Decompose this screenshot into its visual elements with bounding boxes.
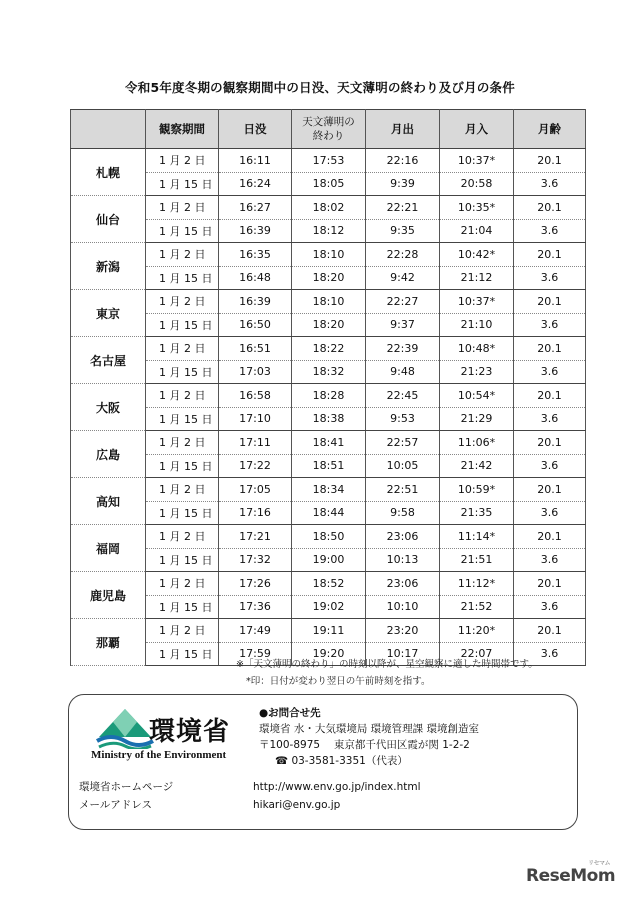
cell-moonrise: 23:06 <box>366 572 440 596</box>
header-city <box>71 110 146 149</box>
cell-sunset: 16:39 <box>219 290 292 314</box>
cell-moonset: 10:48* <box>440 337 514 361</box>
cell-period: 1 月 15 日 <box>146 454 219 478</box>
cell-moonrise: 9:53 <box>366 407 440 431</box>
cell-age: 20.1 <box>514 243 586 267</box>
cell-age: 20.1 <box>514 525 586 549</box>
cell-period: 1 月 15 日 <box>146 595 219 619</box>
cell-age: 3.6 <box>514 642 586 666</box>
cell-moonset: 11:12* <box>440 572 514 596</box>
cell-moonrise: 22:21 <box>366 196 440 220</box>
cell-moonrise: 10:05 <box>366 454 440 478</box>
city-name: 福岡 <box>71 525 146 572</box>
header-twilight-line1: 天文薄明の <box>302 116 355 128</box>
cell-moonset: 21:04 <box>440 219 514 243</box>
cell-moonrise: 23:06 <box>366 525 440 549</box>
cell-age: 3.6 <box>514 172 586 196</box>
cell-moonset: 21:51 <box>440 548 514 572</box>
city-name: 仙台 <box>71 196 146 243</box>
cell-moonrise: 10:13 <box>366 548 440 572</box>
city-name: 那覇 <box>71 619 146 666</box>
cell-age: 20.1 <box>514 572 586 596</box>
header-moonrise: 月出 <box>366 110 440 149</box>
table-row <box>71 219 586 243</box>
cell-period: 1 月 15 日 <box>146 501 219 525</box>
cell-period: 1 月 2 日 <box>146 478 219 502</box>
cell-sunset: 16:39 <box>219 219 292 243</box>
city-name: 鹿児島 <box>71 572 146 619</box>
cell-period: 1 月 15 日 <box>146 548 219 572</box>
city-name: 新潟 <box>71 243 146 290</box>
cell-moonrise: 22:45 <box>366 384 440 408</box>
cell-moonset: 10:35* <box>440 196 514 220</box>
cell-moonrise: 10:10 <box>366 595 440 619</box>
cell-moonset: 21:12 <box>440 266 514 290</box>
email-link[interactable]: hikari@env.go.jp <box>253 799 341 811</box>
resemom-watermark <box>526 860 616 886</box>
cell-moonrise: 9:37 <box>366 313 440 337</box>
note-asterisk: *印：日付が変わり翌日の午前時刻を指す。 <box>246 676 431 687</box>
cell-period: 1 月 15 日 <box>146 642 219 666</box>
brand-text: ReseMom <box>526 866 616 886</box>
cell-moonrise: 22:16 <box>366 149 440 173</box>
cell-period: 1 月 15 日 <box>146 266 219 290</box>
cell-moonrise: 22:28 <box>366 243 440 267</box>
city-name: 広島 <box>71 431 146 478</box>
table-row <box>71 243 586 267</box>
cell-moonrise: 22:51 <box>366 478 440 502</box>
cell-twilight: 19:02 <box>292 595 366 619</box>
cell-moonset: 10:59* <box>440 478 514 502</box>
cell-twilight: 18:22 <box>292 337 366 361</box>
brand-ruby: リセマム <box>588 860 610 867</box>
logo-kanji: 環境省 <box>149 717 231 747</box>
cell-moonrise: 22:27 <box>366 290 440 314</box>
cell-twilight: 18:50 <box>292 525 366 549</box>
cell-age: 3.6 <box>514 313 586 337</box>
page-title: 令和5年度冬期の観察期間中の日没、天文薄明の終わり及び月の条件 <box>125 80 515 95</box>
cell-twilight: 18:20 <box>292 266 366 290</box>
table-row <box>71 290 586 314</box>
homepage-link[interactable]: http://www.env.go.jp/index.html <box>253 781 421 793</box>
contact-phone: 03-3581-3351（代表） <box>291 755 408 767</box>
cell-moonrise: 9:42 <box>366 266 440 290</box>
cell-twilight: 18:20 <box>292 313 366 337</box>
cell-moonset: 21:35 <box>440 501 514 525</box>
cell-twilight: 18:52 <box>292 572 366 596</box>
cell-twilight: 18:10 <box>292 243 366 267</box>
cell-period: 1 月 2 日 <box>146 290 219 314</box>
cell-moonset: 10:37* <box>440 290 514 314</box>
phone-icon: ☎ <box>275 755 289 767</box>
header-twilight <box>292 110 366 149</box>
contact-heading: ●お問合せ先 <box>259 707 321 719</box>
table-row <box>71 525 586 549</box>
table-row <box>71 266 586 290</box>
cell-twilight: 18:41 <box>292 431 366 455</box>
contact-info <box>259 705 479 769</box>
cell-period: 1 月 15 日 <box>146 172 219 196</box>
cell-sunset: 17:36 <box>219 595 292 619</box>
logo-english: Ministry of the Environment <box>91 749 227 761</box>
cell-moonrise: 22:39 <box>366 337 440 361</box>
cell-sunset: 16:24 <box>219 172 292 196</box>
city-name: 高知 <box>71 478 146 525</box>
cell-moonrise: 10:17 <box>366 642 440 666</box>
cell-age: 20.1 <box>514 196 586 220</box>
cell-age: 20.1 <box>514 384 586 408</box>
note-twilight: ※「天文薄明の終わり」の時刻以降が、星空観察に適した時間帯です。 <box>236 659 538 670</box>
contact-department: 環境省 水・大気環境局 環境管理課 環境創造室 <box>259 723 480 735</box>
email-row <box>79 797 340 812</box>
cell-twilight: 18:05 <box>292 172 366 196</box>
table-row <box>71 454 586 478</box>
env-ministry-logo <box>91 705 251 765</box>
table-row <box>71 501 586 525</box>
cell-period: 1 月 2 日 <box>146 243 219 267</box>
cell-age: 3.6 <box>514 595 586 619</box>
cell-age: 20.1 <box>514 431 586 455</box>
cell-sunset: 16:51 <box>219 337 292 361</box>
cell-age: 3.6 <box>514 360 586 384</box>
cell-age: 3.6 <box>514 548 586 572</box>
cell-sunset: 17:26 <box>219 572 292 596</box>
cell-twilight: 18:34 <box>292 478 366 502</box>
cell-moonset: 21:29 <box>440 407 514 431</box>
cell-moonset: 21:23 <box>440 360 514 384</box>
cell-moonset: 10:37* <box>440 149 514 173</box>
cell-moonset: 11:14* <box>440 525 514 549</box>
cell-twilight: 18:28 <box>292 384 366 408</box>
cell-moonset: 21:52 <box>440 595 514 619</box>
city-name: 札幌 <box>71 149 146 196</box>
cell-age: 3.6 <box>514 454 586 478</box>
cell-moonset: 20:58 <box>440 172 514 196</box>
cell-sunset: 17:16 <box>219 501 292 525</box>
table-row <box>71 313 586 337</box>
cell-period: 1 月 2 日 <box>146 431 219 455</box>
table-row <box>71 572 586 596</box>
cell-twilight: 18:12 <box>292 219 366 243</box>
cell-moonrise: 9:35 <box>366 219 440 243</box>
cell-sunset: 17:32 <box>219 548 292 572</box>
cell-moonrise: 22:57 <box>366 431 440 455</box>
cell-period: 1 月 2 日 <box>146 196 219 220</box>
cell-sunset: 16:50 <box>219 313 292 337</box>
city-name: 大阪 <box>71 384 146 431</box>
cell-moonset: 10:42* <box>440 243 514 267</box>
cell-twilight: 19:11 <box>292 619 366 643</box>
cell-twilight: 18:44 <box>292 501 366 525</box>
cell-age: 20.1 <box>514 290 586 314</box>
cell-moonrise: 9:39 <box>366 172 440 196</box>
cell-twilight: 18:10 <box>292 290 366 314</box>
cell-period: 1 月 15 日 <box>146 313 219 337</box>
cell-moonrise: 9:58 <box>366 501 440 525</box>
cell-age: 3.6 <box>514 407 586 431</box>
cell-age: 20.1 <box>514 478 586 502</box>
mountain-logo-icon <box>95 707 155 749</box>
cell-sunset: 17:10 <box>219 407 292 431</box>
cell-sunset: 17:59 <box>219 642 292 666</box>
cell-sunset: 16:35 <box>219 243 292 267</box>
cell-period: 1 月 2 日 <box>146 572 219 596</box>
city-name: 東京 <box>71 290 146 337</box>
table-row <box>71 407 586 431</box>
cell-age: 3.6 <box>514 219 586 243</box>
cell-twilight: 18:02 <box>292 196 366 220</box>
cell-twilight: 18:32 <box>292 360 366 384</box>
cell-sunset: 17:03 <box>219 360 292 384</box>
cell-sunset: 16:27 <box>219 196 292 220</box>
header-sunset: 日没 <box>219 110 292 149</box>
cell-twilight: 18:51 <box>292 454 366 478</box>
header-moonage: 月齢 <box>514 110 586 149</box>
table-row <box>71 360 586 384</box>
table-row <box>71 384 586 408</box>
cell-period: 1 月 2 日 <box>146 384 219 408</box>
cell-age: 3.6 <box>514 501 586 525</box>
cell-period: 1 月 15 日 <box>146 407 219 431</box>
contact-address: 〒100-8975 東京都千代田区霞が関 1-2-2 <box>259 739 470 751</box>
table-header-row <box>71 110 586 149</box>
cell-sunset: 17:21 <box>219 525 292 549</box>
cell-period: 1 月 2 日 <box>146 337 219 361</box>
cell-moonrise: 23:20 <box>366 619 440 643</box>
table-row <box>71 478 586 502</box>
cell-moonset: 21:10 <box>440 313 514 337</box>
observation-table <box>70 109 586 666</box>
cell-period: 1 月 2 日 <box>146 149 219 173</box>
cell-moonset: 11:06* <box>440 431 514 455</box>
cell-twilight: 19:00 <box>292 548 366 572</box>
cell-sunset: 17:05 <box>219 478 292 502</box>
cell-twilight: 19:20 <box>292 642 366 666</box>
homepage-label: 環境省ホームページ <box>79 781 174 793</box>
cell-sunset: 16:58 <box>219 384 292 408</box>
table-row <box>71 619 586 643</box>
table-row <box>71 595 586 619</box>
homepage-row <box>79 779 421 794</box>
cell-period: 1 月 2 日 <box>146 619 219 643</box>
table-row <box>71 149 586 173</box>
cell-moonset: 10:54* <box>440 384 514 408</box>
table-row <box>71 548 586 572</box>
cell-age: 20.1 <box>514 149 586 173</box>
cell-moonset: 21:42 <box>440 454 514 478</box>
header-period: 観察期間 <box>146 110 219 149</box>
city-name: 名古屋 <box>71 337 146 384</box>
cell-twilight: 17:53 <box>292 149 366 173</box>
contact-phone-row <box>259 753 479 769</box>
cell-period: 1 月 2 日 <box>146 525 219 549</box>
table-row <box>71 431 586 455</box>
cell-age: 3.6 <box>514 266 586 290</box>
cell-age: 20.1 <box>514 619 586 643</box>
cell-moonset: 11:20* <box>440 619 514 643</box>
header-moonset: 月入 <box>440 110 514 149</box>
cell-moonrise: 9:48 <box>366 360 440 384</box>
cell-age: 20.1 <box>514 337 586 361</box>
cell-moonset: 22:07 <box>440 642 514 666</box>
cell-sunset: 16:48 <box>219 266 292 290</box>
email-label: メールアドレス <box>79 799 152 811</box>
cell-twilight: 18:38 <box>292 407 366 431</box>
contact-box <box>68 694 578 830</box>
cell-period: 1 月 15 日 <box>146 360 219 384</box>
cell-sunset: 17:11 <box>219 431 292 455</box>
cell-sunset: 17:49 <box>219 619 292 643</box>
table-row <box>71 337 586 361</box>
table-row <box>71 196 586 220</box>
header-twilight-line2: 終わり <box>312 130 345 142</box>
table-row <box>71 172 586 196</box>
cell-sunset: 16:11 <box>219 149 292 173</box>
cell-period: 1 月 15 日 <box>146 219 219 243</box>
cell-sunset: 17:22 <box>219 454 292 478</box>
